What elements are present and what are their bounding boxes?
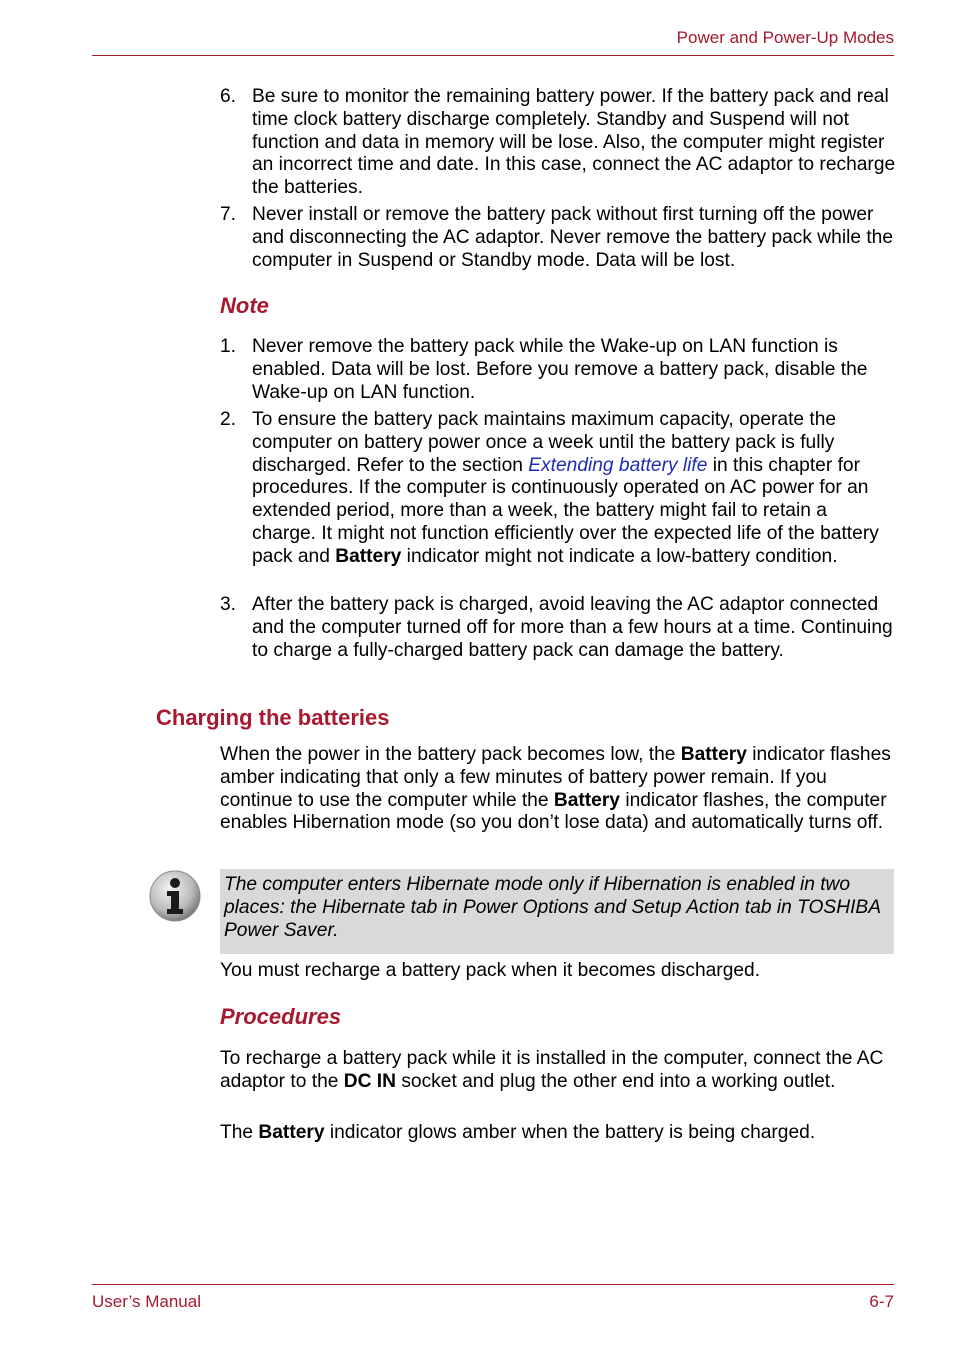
list-text: Be sure to monitor the remaining battery power. If the battery pack and real time clock battery discharge completely. Standby and Suspend will not function and data in memory will be lose. Also, the computer might register an incorrect time and date. In this case, connect the AC adaptor to recharge the batteries.	[252, 86, 896, 199]
header-rule	[92, 55, 894, 56]
page-number: 6-7	[869, 1292, 894, 1311]
info-icon	[148, 869, 202, 923]
extending-battery-life-link[interactable]: Extending battery life	[528, 454, 708, 476]
paragraph: When the power in the battery pack becomes low, the Battery indicator flashes amber indicating that only a few minutes of battery power remain. If you continue to use the computer while the Battery indicator flashes, the computer enables Hibernation mode (so you don’t lose data) and automatically turns off.	[220, 744, 891, 834]
procedures-heading: Procedures	[220, 1004, 342, 1029]
section-heading: Charging the batteries	[156, 705, 390, 730]
list-item	[220, 336, 896, 404]
paragraph: The Battery indicator glows amber when the battery is being charged.	[220, 1122, 816, 1143]
list-number: 6.	[220, 86, 237, 107]
list-item	[220, 86, 896, 200]
list-item	[220, 594, 896, 662]
list-number: 3.	[220, 594, 237, 615]
list-text: To ensure the battery pack maintains maximum capacity, operate the computer on battery power once a week until the battery pack is fully discharged. Refer to the section Extending battery life in this chapter for procedures. If the computer is continuously operated on AC power for an extended period, more than a week, the battery might fail to retain a charge. It might not function efficiently over the expected life of the battery pack and Battery indicator might not indicate a low-battery condition.	[252, 409, 879, 567]
list-text: After the battery pack is charged, avoid leaving the AC adaptor connected and the computer turned off for more than a few hours at a time. Continuing to charge a fully-charged battery pack can damage the battery.	[252, 594, 893, 661]
paragraph: You must recharge a battery pack when it becomes discharged.	[220, 960, 761, 981]
running-header: Power and Power-Up Modes	[676, 28, 894, 47]
footer-rule	[92, 1284, 894, 1285]
note-heading: Note	[220, 293, 269, 318]
footer-title: User’s Manual	[92, 1292, 201, 1311]
list-text: Never remove the battery pack while the Wake-up on LAN function is enabled. Data will be lost. Before you remove a battery pack, disable the Wake-up on LAN function.	[252, 336, 868, 403]
list-item	[220, 204, 896, 272]
list-number: 1.	[220, 336, 237, 357]
list-number: 2.	[220, 409, 237, 430]
list-text: Never install or remove the battery pack without first turning off the power and disconnecting the AC adaptor. Never remove the battery pack while the computer in Suspend or Standby mode. Data will be lost.	[252, 204, 894, 271]
paragraph: To recharge a battery pack while it is installed in the computer, connect the AC adaptor to the DC IN socket and plug the other end into a working outlet.	[220, 1048, 884, 1092]
list-number: 7.	[220, 204, 237, 225]
info-note-text: The computer enters Hibernate mode only if Hibernation is enabled in two places: the Hibernate tab in Power Options and Setup Action tab in TOSHIBA Power Saver.	[224, 874, 881, 941]
info-note-box	[220, 869, 894, 954]
list-item	[220, 409, 896, 569]
